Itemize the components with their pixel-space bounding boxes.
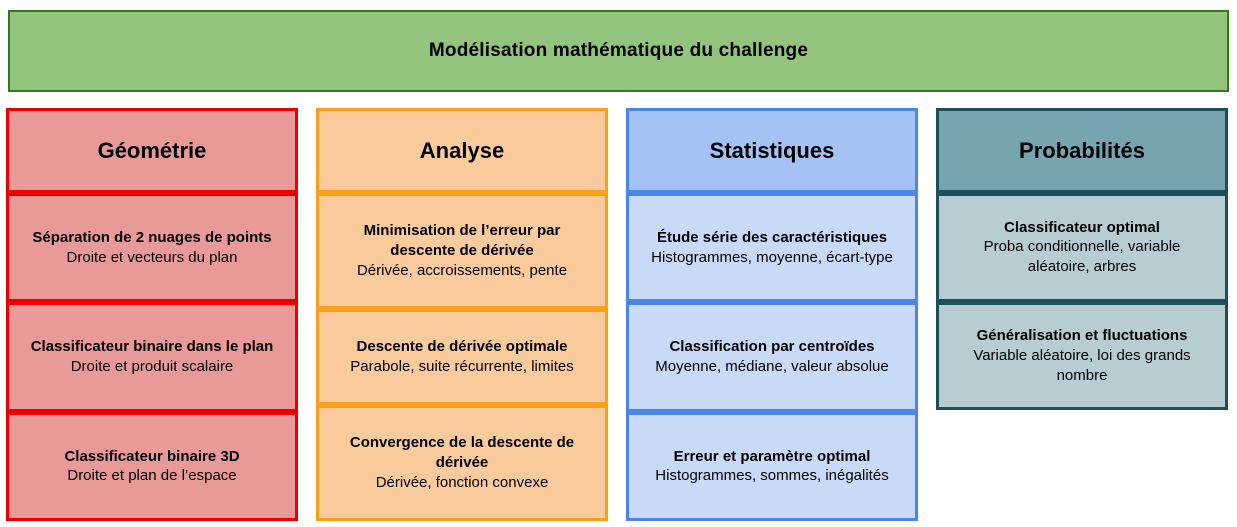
topic-title: Convergence de la descente de dérivée xyxy=(349,434,575,472)
main-title: Modélisation mathématique du challenge xyxy=(428,40,809,61)
topic-title: Généralisation et fluctuations xyxy=(976,327,1188,345)
topic-subtitle: Histogrammes, sommes, inégalités xyxy=(655,467,889,485)
topic-title: Classificateur binaire dans le plan xyxy=(30,338,274,356)
column-geometrie xyxy=(6,108,298,521)
topic-subtitle: Droite et produit scalaire xyxy=(70,357,234,375)
topic-subtitle: Parabole, suite récurrente, limites xyxy=(350,358,574,375)
topic-subtitle: Histogrammes, moyenne, écart-type xyxy=(651,248,893,266)
main-title-box xyxy=(8,10,1229,92)
topic-card xyxy=(316,309,608,405)
topic-subtitle: Moyenne, médiane, valeur absolue xyxy=(655,357,889,375)
topic-title: Classificateur binaire 3D xyxy=(64,447,240,465)
diagram xyxy=(0,10,1237,521)
topic-card xyxy=(626,412,918,521)
topic-subtitle: Proba conditionnelle, variable aléatoire, arbres xyxy=(983,238,1181,276)
topic-title: Erreur et paramètre optimal xyxy=(673,447,871,465)
column-probabilites xyxy=(936,108,1228,410)
topic-title: Étude série des caractéristiques xyxy=(656,228,888,246)
topic-card xyxy=(316,193,608,309)
topic-subtitle: Dérivée, fonction convexe xyxy=(375,473,549,491)
topic-card xyxy=(936,193,1228,302)
topic-card xyxy=(936,302,1228,411)
topic-title: Descente de dérivée optimale xyxy=(356,338,568,356)
column-title-geometrie: Géométrie xyxy=(6,108,298,193)
column-title-probabilites: Probabilités xyxy=(936,108,1228,193)
topic-card xyxy=(6,193,298,302)
topic-title: Classification par centroïdes xyxy=(669,338,875,356)
column-title-statistiques: Statistiques xyxy=(626,108,918,193)
topic-card xyxy=(626,302,918,411)
column-statistiques xyxy=(626,108,918,521)
topic-subtitle: Variable aléatoire, loi des grands nombre xyxy=(973,346,1191,384)
topic-subtitle: Droite et plan de l’espace xyxy=(67,467,237,485)
columns xyxy=(6,108,1237,521)
topic-card xyxy=(316,405,608,521)
column-title-analyse: Analyse xyxy=(316,108,608,193)
topic-card xyxy=(626,193,918,302)
topic-card xyxy=(6,302,298,411)
topic-subtitle: Dérivée, accroissements, pente xyxy=(356,261,568,279)
topic-card xyxy=(6,412,298,521)
topic-subtitle: Droite et vecteurs du plan xyxy=(66,248,238,266)
topic-title: Classificateur optimal xyxy=(1004,218,1160,236)
column-analyse xyxy=(316,108,608,521)
topic-title: Minimisation de l’erreur par descente de dérivée xyxy=(363,222,561,260)
topic-title: Séparation de 2 nuages de points xyxy=(32,228,272,246)
